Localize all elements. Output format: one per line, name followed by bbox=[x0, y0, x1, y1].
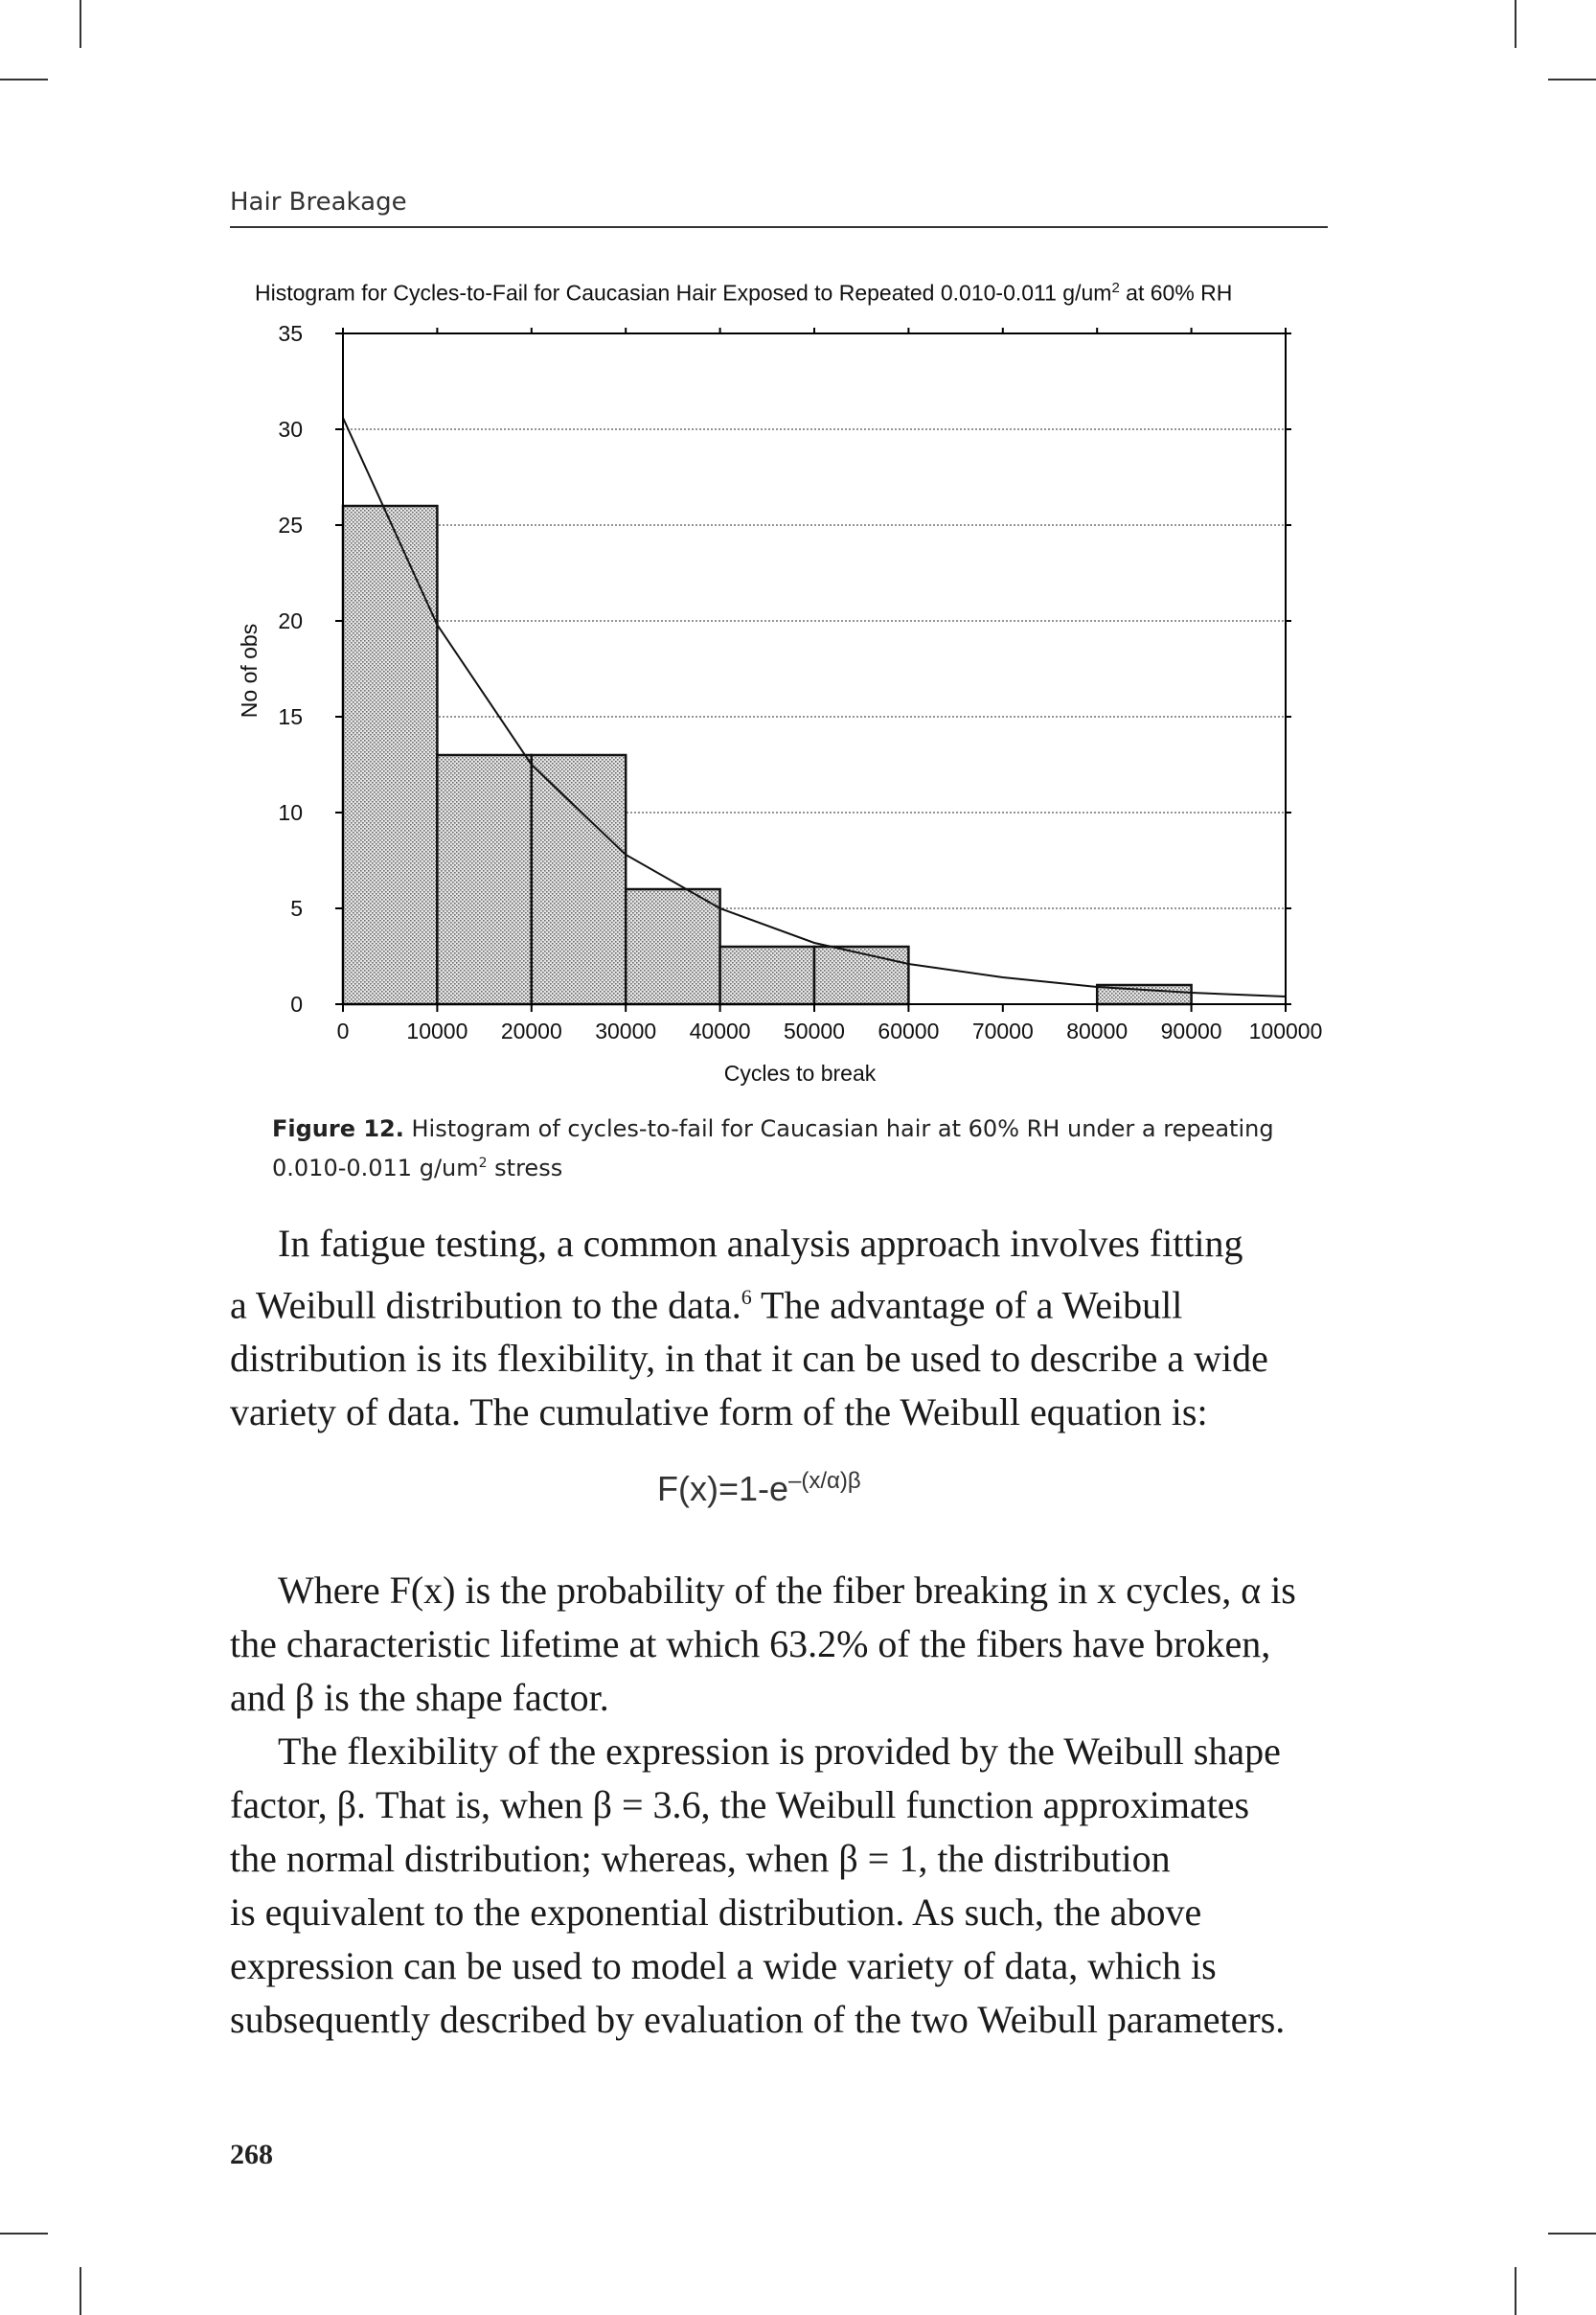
x-tick-label: 50000 bbox=[784, 1019, 845, 1043]
x-tick-label: 80000 bbox=[1066, 1019, 1129, 1043]
equation-exponent: –(x/α)β bbox=[788, 1468, 861, 1494]
figure-label: Figure 12. bbox=[272, 1115, 404, 1142]
paragraph-line: subsequently described by evaluation of the two Weibull parameters. bbox=[230, 1998, 1286, 2041]
crop-mark bbox=[80, 2267, 81, 2315]
paragraph-line: distribution is its flexibility, in that it can be used to describe a wide bbox=[230, 1337, 1268, 1381]
paragraph-2 bbox=[230, 1564, 1332, 1725]
caption-text: 0.010-0.011 g/um bbox=[272, 1155, 479, 1181]
page-number: 268 bbox=[230, 2139, 273, 2170]
paragraph-line: and β is the shape factor. bbox=[230, 1676, 609, 1719]
footnote-reference: 6 bbox=[741, 1285, 752, 1309]
x-tick-label: 10000 bbox=[406, 1019, 468, 1043]
histogram-bar bbox=[343, 506, 437, 1004]
y-tick-label: 35 bbox=[278, 321, 303, 346]
paragraph-line: The advantage of a Weibull bbox=[751, 1283, 1183, 1327]
x-tick-label: 30000 bbox=[595, 1019, 657, 1043]
x-tick-label: 100000 bbox=[1248, 1019, 1323, 1043]
y-tick-label: 15 bbox=[278, 704, 303, 729]
x-axis-label: Cycles to break bbox=[723, 1061, 877, 1086]
x-tick-label: 70000 bbox=[971, 1019, 1034, 1043]
chart-title-text: Histogram for Cycles-to-Fail for Caucasian Hair Exposed to Repeated 0.010-0.011 g/um bbox=[255, 280, 1112, 306]
crop-mark bbox=[1548, 2233, 1596, 2235]
x-tick-label: 0 bbox=[336, 1019, 350, 1043]
y-tick-label: 5 bbox=[290, 896, 303, 921]
paragraph-line: is equivalent to the exponential distribution. As such, the above bbox=[230, 1891, 1202, 1934]
chart-title-superscript: 2 bbox=[1111, 280, 1120, 296]
weibull-equation bbox=[657, 1468, 861, 1509]
x-tick-label: 40000 bbox=[689, 1019, 751, 1043]
y-tick-label: 0 bbox=[290, 992, 303, 1017]
y-tick-label: 25 bbox=[278, 513, 303, 538]
chart-title-suffix: at 60% RH bbox=[1119, 280, 1233, 306]
histogram-bar bbox=[814, 947, 908, 1004]
caption-superscript: 2 bbox=[478, 1156, 488, 1171]
paragraph-line: The flexibility of the expression is provided by the Weibull shape bbox=[278, 1730, 1281, 1773]
y-tick-label: 10 bbox=[278, 800, 303, 825]
paragraph-3 bbox=[230, 1725, 1332, 2047]
paragraph-line: variety of data. The cumulative form of the Weibull equation is: bbox=[230, 1390, 1208, 1434]
paragraph-line: the normal distribution; whereas, when β = 1, the distribution bbox=[230, 1837, 1171, 1880]
paragraph-line: expression can be used to model a wide variety of data, which is bbox=[230, 1944, 1217, 1987]
histogram-bar bbox=[532, 755, 626, 1004]
y-tick-label: 30 bbox=[278, 417, 303, 442]
paragraph-line: factor, β. That is, when β = 3.6, the Weibull function approximates bbox=[230, 1783, 1250, 1826]
x-tick-label: 60000 bbox=[878, 1019, 940, 1043]
x-tick-label: 90000 bbox=[1160, 1019, 1222, 1043]
histogram-bar bbox=[437, 755, 531, 1004]
paragraph-line: Where F(x) is the probability of the fiber breaking in x cycles, α is bbox=[278, 1569, 1296, 1612]
caption-text: stress bbox=[487, 1155, 563, 1181]
paragraph-line: In fatigue testing, a common analysis approach involves fitting bbox=[278, 1222, 1243, 1265]
paragraph-line: a Weibull distribution to the data. bbox=[230, 1283, 741, 1327]
histogram-bar bbox=[626, 889, 719, 1004]
paragraph-1 bbox=[230, 1217, 1332, 1439]
histogram-chart bbox=[0, 0, 1596, 1112]
y-axis-label: No of obs bbox=[237, 623, 262, 719]
y-tick-label: 20 bbox=[278, 608, 303, 633]
figure-caption bbox=[272, 1112, 1307, 1185]
x-tick-label: 20000 bbox=[500, 1019, 562, 1043]
crop-mark bbox=[1515, 2267, 1516, 2315]
crop-mark bbox=[0, 2233, 48, 2235]
histogram-bar bbox=[720, 947, 814, 1004]
running-head: Hair Breakage bbox=[230, 188, 407, 217]
paragraph-line: the characteristic lifetime at which 63.2% of the fibers have broken, bbox=[230, 1622, 1271, 1665]
equation-base: F(x)=1-e bbox=[657, 1469, 789, 1508]
caption-text: Histogram of cycles-to-fail for Caucasian hair at 60% RH under a repeating bbox=[403, 1115, 1274, 1142]
